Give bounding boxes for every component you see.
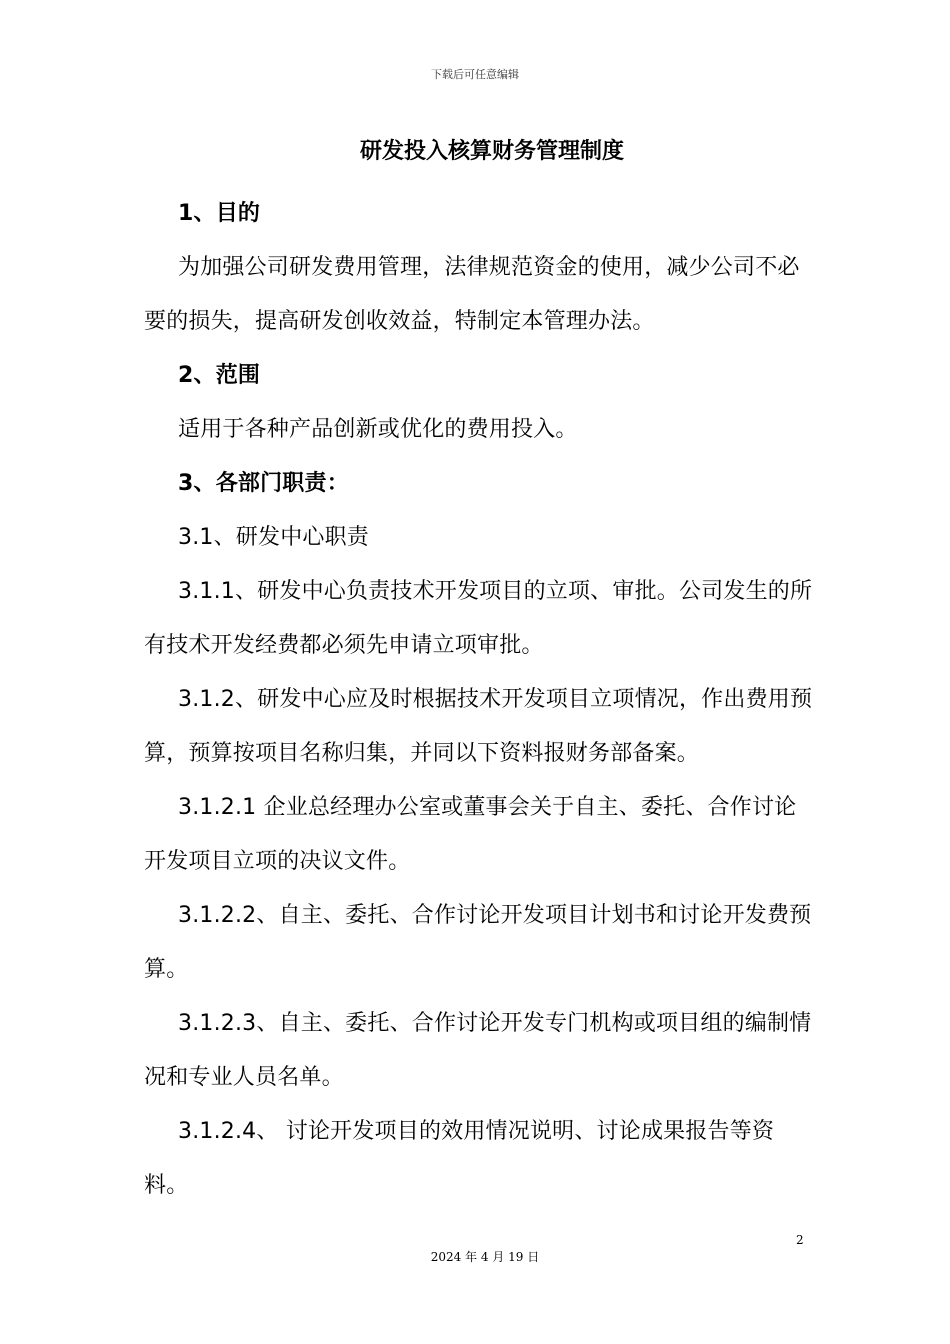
document-body <box>144 187 816 1213</box>
footer-date: 2024 年 4 月 19 日 <box>430 1250 540 1264</box>
paragraph-3-1-2-4: 3.1.2.4、 讨论开发项目的效用情况说明、讨论成果报告等资料。 <box>144 1119 775 1198</box>
document-title: 研发投入核算财务管理制度 <box>359 139 624 164</box>
page-number: 2 <box>796 1233 804 1247</box>
paragraph-3-1-2-2: 3.1.2.2、自主、委托、合作讨论开发项目计划书和讨论开发费预算。 <box>144 903 812 982</box>
section-heading-purpose: 1、目的 <box>178 201 261 226</box>
header-note: 下载后可任意编辑 <box>431 68 519 81</box>
paragraph-3-1-2: 3.1.2、研发中心应及时根据技术开发项目立项情况，作出费用预算，预算按项目名称归集，并同以下资料报财务部备案。 <box>144 687 813 766</box>
paragraph-scope: 适用于各种产品创新或优化的费用投入。 <box>178 417 578 442</box>
section-heading-responsibilities: 3、各部门职责： <box>178 471 349 496</box>
paragraph-3-1-2-3: 3.1.2.3、自主、委托、合作讨论开发专门机构或项目组的编制情况和专业人员名单。 <box>144 1011 812 1090</box>
paragraph-3-1: 3.1、研发中心职责 <box>178 525 369 550</box>
paragraph-3-1-2-1: 3.1.2.1 企业总经理办公室或董事会关于自主、委托、合作讨论开发项目立项的决议文件。 <box>144 795 797 874</box>
paragraph-3-1-1: 3.1.1、研发中心负责技术开发项目的立项、审批。公司发生的所有技术开发经费都必须先申请立项审批。 <box>144 579 813 658</box>
section-heading-scope: 2、范围 <box>178 363 261 388</box>
paragraph-purpose: 为加强公司研发费用管理，法律规范资金的使用，减少公司不必要的损失，提高研发创收效益，特制定本管理办法。 <box>144 255 800 334</box>
